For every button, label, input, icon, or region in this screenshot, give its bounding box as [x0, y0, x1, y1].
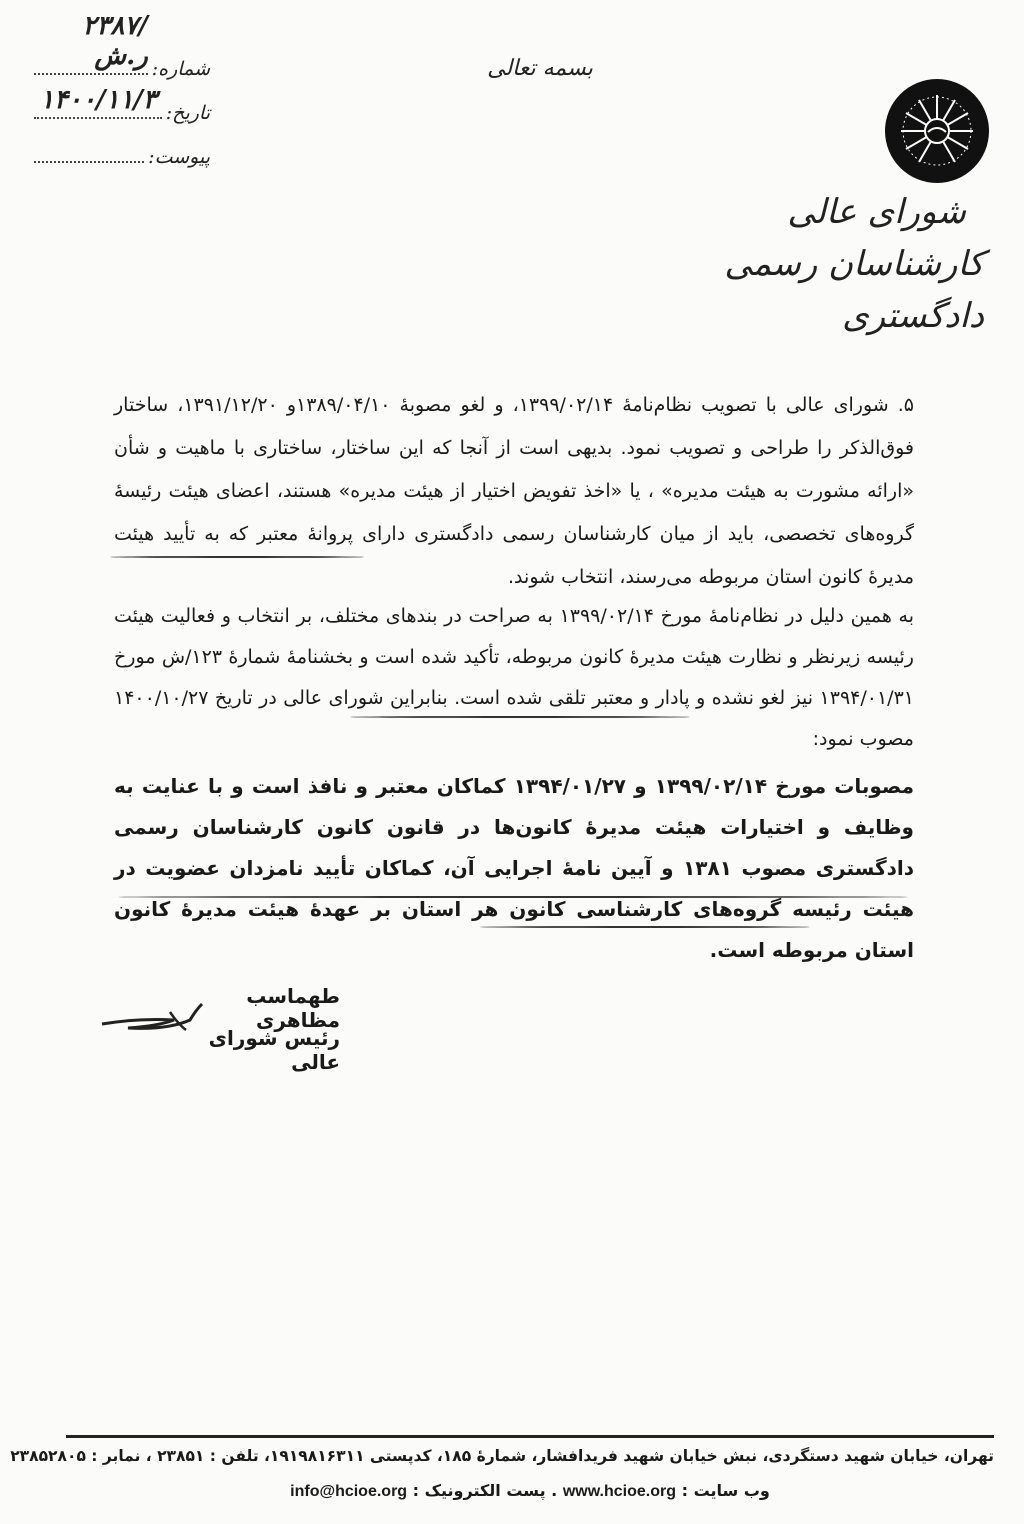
registration-block — [30, 11, 210, 190]
paragraph-1: ۵. شورای عالی با تصویب نظام‌نامهٔ ۱۳۹۹/۰۲/۱۴، و لغو مصوبهٔ ۱۳۸۹/۰۴/۱۰و ۱۳۹۱/۱۲/۲۰، ساختار فوق‌الذکر را طراحی و تصویب نمود. بدیهی است از آنجا که این ساختار، ساختاری با ماهیت و شأن «ارائه مشورت به هیئت مدیره» ، یا «اخذ تفویض اختیار از هیئت مدیره» هستند، اعضای هیئت رئیسهٔ گروه‌های تخصصی، باید از میان کارشناسان رسمی دادگستری دارای پروانهٔ معتبر که به تأیید هیئت مدیرهٔ کانون استان مربوطه می‌رسند، انتخاب شوند. — [114, 394, 915, 588]
footer-divider — [66, 1435, 994, 1438]
signatory-title: رئیس شورای عالی — [208, 1026, 340, 1074]
website-link[interactable]: www.hcioe.org — [562, 1483, 677, 1500]
underline-mark — [350, 716, 690, 718]
council-logo-icon — [884, 78, 990, 184]
signatory-name: طهماسب مظاهری — [246, 984, 340, 1032]
number-value: ۲۳۸۷/ر.ش — [82, 11, 148, 71]
underline-mark — [118, 896, 908, 898]
org-line-1: شورای عالی — [787, 192, 966, 232]
attachment-row — [30, 146, 210, 190]
paragraph-2: به همین دلیل در نظام‌نامهٔ مورخ ۱۳۹۹/۰۲/۱۴ به صراحت در بندهای مختلف، بر انتخاب و فعالیت هیئت رئیسه زیرنظر و نظارت هیئت مدیرهٔ کانون مربوطه، تأکید شده است و بخشنامهٔ شمارهٔ ۱۲۳/ش مورخ ۱۳۹۴/۰۱/۳۱ نیز لغو نشده و پادار و معتبر تلقی شده است. بنابراین شورای عالی در تاریخ ۱۴۰۰/۱۰/۲۷ مصوب نمود: — [114, 605, 914, 750]
date-label: تاریخ: — [165, 102, 210, 124]
underline-mark — [480, 926, 810, 928]
date-value: ۱۴۰۰/۱۱/۳ — [40, 85, 157, 115]
email-label: پست الکترونیک : — [412, 1481, 546, 1500]
org-line-2: کارشناسان رسمی دادگستری — [724, 244, 984, 336]
number-label: شماره: — [151, 58, 210, 80]
email-link[interactable]: info@hcioe.org — [290, 1483, 408, 1500]
date-row — [30, 85, 210, 146]
basmala: بسمه تعالی — [487, 56, 593, 81]
underline-mark — [110, 556, 364, 558]
website-label: وب سایت : — [681, 1481, 770, 1500]
footer-address: تهران، خیابان شهید دستگردی، نبش خیابان شهید فریدافشار، شمارهٔ ۱۸۵، کدپستی ۱۹۱۹۸۱۶۳۱۱، تلفن : ۲۳۸۵۱ ، نمابر : ۲۳۸۵۲۸۰۵ — [10, 1447, 994, 1465]
footer-contacts: وب سایت : www.hcioe.org . پست الکترونیک : info@hcioe.org — [290, 1481, 770, 1500]
attachment-label: پیوست: — [148, 146, 210, 168]
paragraph-3: مصوبات مورخ ۱۳۹۹/۰۲/۱۴ و ۱۳۹۴/۰۱/۲۷ کماکان معتبر و نافذ است و با عنایت به وظایف و اختیارات هیئت مدیرهٔ کانون‌ها در قانون کانون کارشناسان رسمی دادگستری مصوب ۱۳۸۱ و آیین نامهٔ اجرایی آن، کماکان تأیید نامزدان عضویت در هیئت رئیسه گروه‌های کارشناسی کانون هر استان بر عهدهٔ هیئت مدیرهٔ کانون استان مربوطه است. — [114, 774, 915, 962]
organization-name — [724, 186, 984, 342]
